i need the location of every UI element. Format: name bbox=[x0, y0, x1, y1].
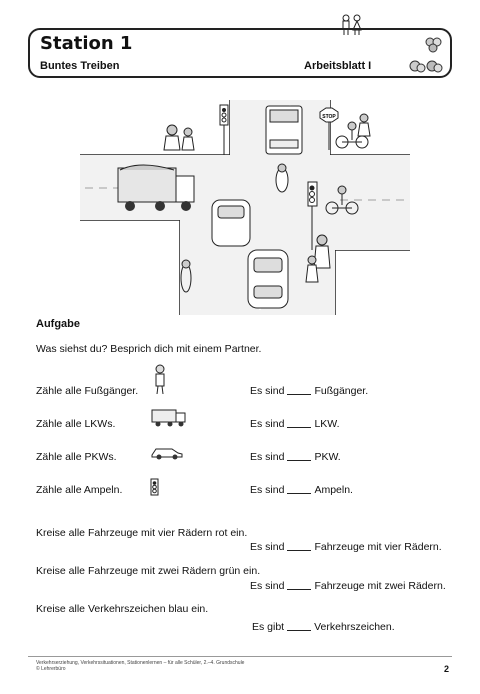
count-answer-pedestrians: Es sind Fußgänger. bbox=[250, 385, 369, 397]
answer-blank[interactable] bbox=[287, 427, 311, 428]
circle-answer-two-wheels: Es sind Fahrzeuge mit zwei Rädern. bbox=[250, 580, 446, 592]
count-prompt-cars: Zähle alle PKWs. bbox=[36, 451, 117, 463]
count-answer-traffic-lights: Es sind Ampeln. bbox=[250, 484, 353, 496]
answer-blank[interactable] bbox=[287, 630, 311, 631]
count-prompt-traffic-lights: Zähle alle Ampeln. bbox=[36, 484, 123, 496]
answer-blank[interactable] bbox=[287, 493, 311, 494]
circle-prompt-traffic-signs: Kreise alle Verkehrszeichen blau ein. bbox=[36, 603, 209, 615]
traffic-light-icon bbox=[150, 478, 160, 498]
car-icon bbox=[150, 444, 184, 460]
circle-answer-traffic-signs: Es gibt Verkehrszeichen. bbox=[252, 621, 395, 633]
task-heading: Aufgabe bbox=[36, 318, 80, 330]
pedestrian bbox=[164, 125, 194, 150]
worksheet-label: Arbeitsblatt I bbox=[304, 60, 372, 72]
worksheet-subtitle: Buntes Treiben bbox=[40, 60, 120, 72]
page-number: 2 bbox=[444, 664, 450, 674]
count-answer-trucks: Es sind LKW. bbox=[250, 418, 340, 430]
motorbike bbox=[276, 164, 288, 192]
stop-sign-text: STOP bbox=[322, 114, 336, 120]
pedestrian-icon bbox=[152, 364, 168, 396]
answer-blank[interactable] bbox=[287, 460, 311, 461]
count-prompt-pedestrians: Zähle alle Fußgänger. bbox=[36, 385, 139, 397]
street-scene-illustration bbox=[80, 100, 410, 315]
car bbox=[248, 250, 288, 308]
circle-prompt-two-wheels: Kreise alle Fahrzeuge mit zwei Rädern grün ein. bbox=[36, 565, 261, 577]
partner-icon bbox=[408, 58, 444, 76]
truck-icon bbox=[150, 406, 188, 428]
traffic-light bbox=[220, 105, 228, 155]
footer-divider bbox=[28, 656, 452, 657]
count-prompt-trucks: Zähle alle LKWs. bbox=[36, 418, 116, 430]
pedestrian bbox=[306, 256, 318, 282]
circle-prompt-four-wheels: Kreise alle Fahrzeuge mit vier Rädern rot ein. bbox=[36, 527, 248, 539]
task-instruction: Was siehst du? Besprich dich mit einem Partner. bbox=[36, 343, 262, 355]
circle-answer-four-wheels: Es sind Fahrzeuge mit vier Rädern. bbox=[250, 541, 442, 553]
count-answer-cars: Es sind PKW. bbox=[250, 451, 341, 463]
kids-icon bbox=[340, 14, 364, 36]
answer-blank[interactable] bbox=[287, 589, 311, 590]
station-title: Station 1 bbox=[40, 33, 133, 54]
pedestrian bbox=[358, 114, 370, 136]
car bbox=[212, 200, 250, 246]
answer-blank[interactable] bbox=[287, 394, 311, 395]
answer-blank[interactable] bbox=[287, 550, 311, 551]
footer-text: Verkehrserziehung, Verkehrssituationen, Stationenlernen – für alle Schüler, 2.–4. Grundschule © Lehrerbüro bbox=[36, 660, 245, 672]
group-icon bbox=[424, 36, 444, 54]
bus bbox=[266, 106, 302, 154]
